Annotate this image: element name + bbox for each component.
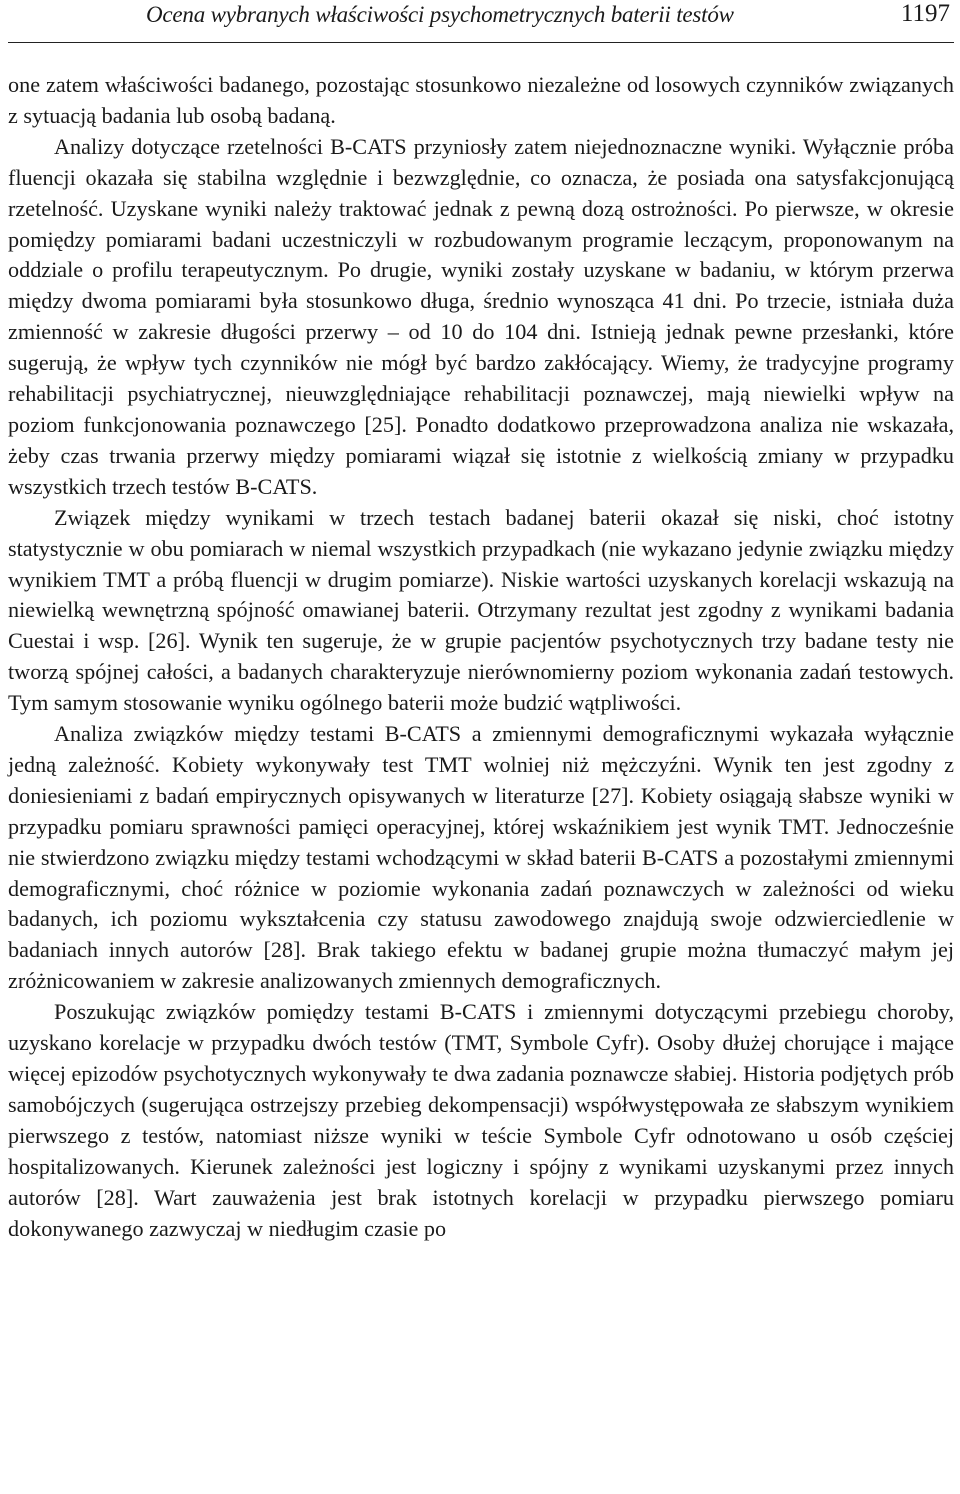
paragraph: one zatem właściwości badanego, pozostając stosunkowo niezależne od losowych czynników związanych z sytuacją badania lub osobą badaną. bbox=[8, 72, 954, 128]
paragraph: Związek między wynikami w trzech testach badanej baterii okazał się niski, choć istotny statystycznie w obu pomiarach w niemal wszystkich przypadkach (nie wykazano jedynie związku między wynikiem TMT a próbą fluencji w drugim pomiarze). Niskie wartości uzyskanych korelacji wskazują na niewielką wewnętrzną spójność omawianej baterii. Otrzymany rezultat jest zgodny z wynikami badania Cuestai i wsp. [26]. Wynik ten sugeruje, że w grupie pacjentów psychotycznych trzy badane testy nie tworzą spójnej całości, a badanych charakteryzuje nierównomierny poziom wykonania zadań testowych. Tym samym stosowanie wyniku ogólnego baterii może budzić wątpliwości. bbox=[8, 504, 954, 716]
paragraph: Poszukując związków pomiędzy testami B-CATS i zmiennymi dotyczącymi przebiegu choroby, uzyskano korelacje w przypadku dwóch testów (TMT, Symbole Cyfr). Osoby dłużej chorujące i mające więcej epizodów psychotycznych wykonywały te dwa zadania poznawcze słabiej. Historia podjętych prób samobójczych (sugerująca ostrzejszy przebieg dekompensacji) współwystępowała ze słabszym wynikiem pierwszego z testów, natomiast niższe wyniki w teście Symbole Cyfr odnotowano u osób częściej hospitalizowanych. Kierunek zależności jest logiczny i spójny z wynikami uzyskanymi przez innych autorów [28]. Wart zauważenia jest brak istotnych korelacji w przypadku pierwszego pomiaru dokonywanego zazwyczaj w niedługim czasie po bbox=[8, 999, 954, 1241]
running-header bbox=[8, 0, 954, 43]
body-text bbox=[8, 70, 954, 1244]
paragraph: Analiza związków między testami B-CATS a zmiennymi demograficznymi wykazała wyłącznie jedną zależność. Kobiety wykonywały test TMT wolniej niż mężczyźni. Wynik ten jest zgodny z doniesieniami z badań empirycznych opisywanych w literaturze [27]. Kobiety osiągają słabsze wyniki w przypadku pomiaru sprawności pamięci operacyjnej, której wskaźnikiem jest wynik TMT. Jednocześnie nie stwierdzono związku między testami wchodzącymi w skład baterii B-CATS a pozostałymi zmiennymi demograficznymi, choć różnice w poziomie wykonania zadań poznawczych w zależności od wieku badanych, ich poziomu wykształcenia czy statusu zawodowego znajdują swoje odzwierciedlenie w badaniach innych autorów [28]. Brak takiego efektu w badanej grupie można tłumaczyć małym jej zróżnicowaniem w zakresie analizowanych zmiennych demograficznych. bbox=[8, 721, 954, 994]
paragraph: Analizy dotyczące rzetelności B-CATS przyniosły zatem niejednoznaczne wyniki. Wyłącznie próba fluencji okazała się stabilna względnie i bezwzględnie, co oznacza, że posiada ona satysfakcjonującą rzetelność. Uzyskane wyniki należy traktować jednak z pewną dozą ostrożności. Po pierwsze, w okresie pomiędzy pomiarami badani uczestniczyli w rozbudowanym programie leczącym, proponowanym na oddziale o profilu terapeutycznym. Po drugie, wyniki zostały uzyskane w badaniu, w którym przerwa między dwoma pomiarami była stosunkowo długa, średnio wynosząca 41 dni. Po trzecie, istniała duża zmienność w zakresie długości przerwy – od 10 do 104 dni. Istnieją jednak pewne przesłanki, które sugerują, że wpływ tych czynników nie mógł być bardzo zakłócający. Wiemy, że tradycyjne programy rehabilitacji psychiatrycznej, nieuwzględniające rehabilitacji poznawczej, mają niewielki wpływ na poziom funkcjonowania poznawczego [25]. Ponadto dodatkowo przeprowadzona analiza nie wskazała, żeby czas trwania przerwy między pomiarami wiązał się istotnie z wielkością zmiany w przypadku wszystkich trzech testów B-CATS. bbox=[8, 133, 954, 499]
page-number: 1197 bbox=[900, 0, 950, 27]
running-title: Ocena wybranych właściwości psychometrycznych baterii testów bbox=[146, 2, 734, 27]
